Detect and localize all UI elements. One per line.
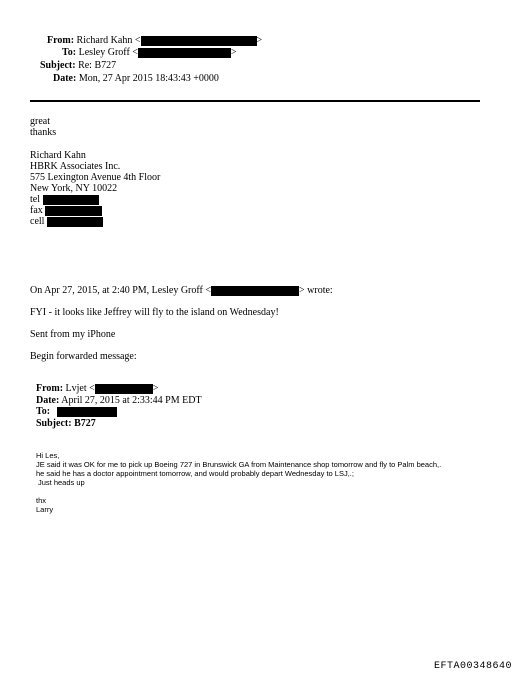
header-date-label: Date:: [53, 73, 77, 84]
message-greeting: Hi Les,: [36, 451, 60, 460]
message-signoff: Larry: [36, 505, 54, 514]
redaction-box: [95, 384, 153, 394]
quote-sent-from: Sent from my iPhone: [30, 329, 116, 340]
fwd-date-label: Date:: [36, 395, 60, 406]
header-subject-row: [40, 60, 116, 72]
message-line: he said he has a doctor appointment tomorrow, and would probably depart Wednesday to LSJ,.;: [36, 469, 354, 478]
message-line: JE said it was OK for me to pick up Boeing 727 in Brunswick GA from Maintenance shop tomorrow and fly to Palm beach,.: [36, 460, 442, 469]
header-from-row: [47, 35, 262, 47]
quote-begin-forwarded: Begin forwarded message:: [30, 351, 137, 362]
message-line: Just heads up: [38, 478, 85, 487]
signature-fax-row: [30, 205, 102, 216]
redaction-box: [47, 217, 103, 227]
header-subject-value: Re: B727: [78, 60, 117, 71]
fwd-from-row: [36, 383, 158, 395]
reply-line: great: [30, 116, 50, 127]
message-thx: thx: [36, 496, 47, 505]
redaction-box: [45, 206, 102, 216]
fwd-to-label: To:: [36, 406, 51, 417]
header-from-close: >: [256, 35, 263, 46]
header-to-label: To:: [62, 47, 77, 58]
quote-intro-suffix: > wrote:: [299, 285, 333, 296]
header-to-value: Lesley Groff <: [78, 47, 138, 58]
reply-line: thanks: [30, 127, 57, 138]
quote-intro-prefix: On Apr 27, 2015, at 2:40 PM, Lesley Groff <: [30, 285, 211, 296]
signature-name: Richard Kahn: [30, 150, 86, 161]
signature-fax-label: fax: [30, 205, 43, 216]
redaction-box: [57, 407, 117, 417]
quote-intro: [30, 285, 333, 296]
header-from-value: Richard Kahn <: [76, 35, 141, 46]
header-to-close: >: [230, 47, 237, 58]
fwd-subject-label: Subject:: [36, 418, 72, 429]
header-date-value: Mon, 27 Apr 2015 18:43:43 +0000: [78, 73, 219, 84]
fwd-from-value: Lvjet <: [65, 383, 95, 394]
quote-fyi: FYI - it looks like Jeffrey will fly to the island on Wednesday!: [30, 307, 279, 318]
fwd-from-close: >: [152, 383, 159, 394]
fwd-to-row: [36, 406, 117, 418]
header-divider: [30, 100, 480, 102]
redaction-box: [141, 36, 257, 46]
redaction-box: [43, 195, 99, 205]
signature-company: HBRK Associates Inc.: [30, 161, 121, 172]
signature-cell-label: cell: [30, 216, 45, 227]
header-to-row: [62, 47, 237, 59]
header-subject-label: Subject:: [40, 60, 76, 71]
signature-tel-row: [30, 194, 99, 205]
document-id: EFTA00348640: [434, 661, 512, 672]
signature-cell-row: [30, 216, 103, 227]
signature-address: 575 Lexington Avenue 4th Floor: [30, 172, 161, 183]
header-from-label: From:: [47, 35, 75, 46]
redaction-box: [211, 286, 299, 296]
header-date-row: [53, 73, 219, 85]
fwd-date-value: April 27, 2015 at 2:33:44 PM EDT: [61, 395, 202, 406]
fwd-subject-value: B727: [74, 418, 96, 429]
redaction-box: [138, 48, 231, 58]
signature-city: New York, NY 10022: [30, 183, 118, 194]
signature-tel-label: tel: [30, 194, 40, 205]
fwd-from-label: From:: [36, 383, 64, 394]
fwd-subject-row: [36, 418, 96, 430]
